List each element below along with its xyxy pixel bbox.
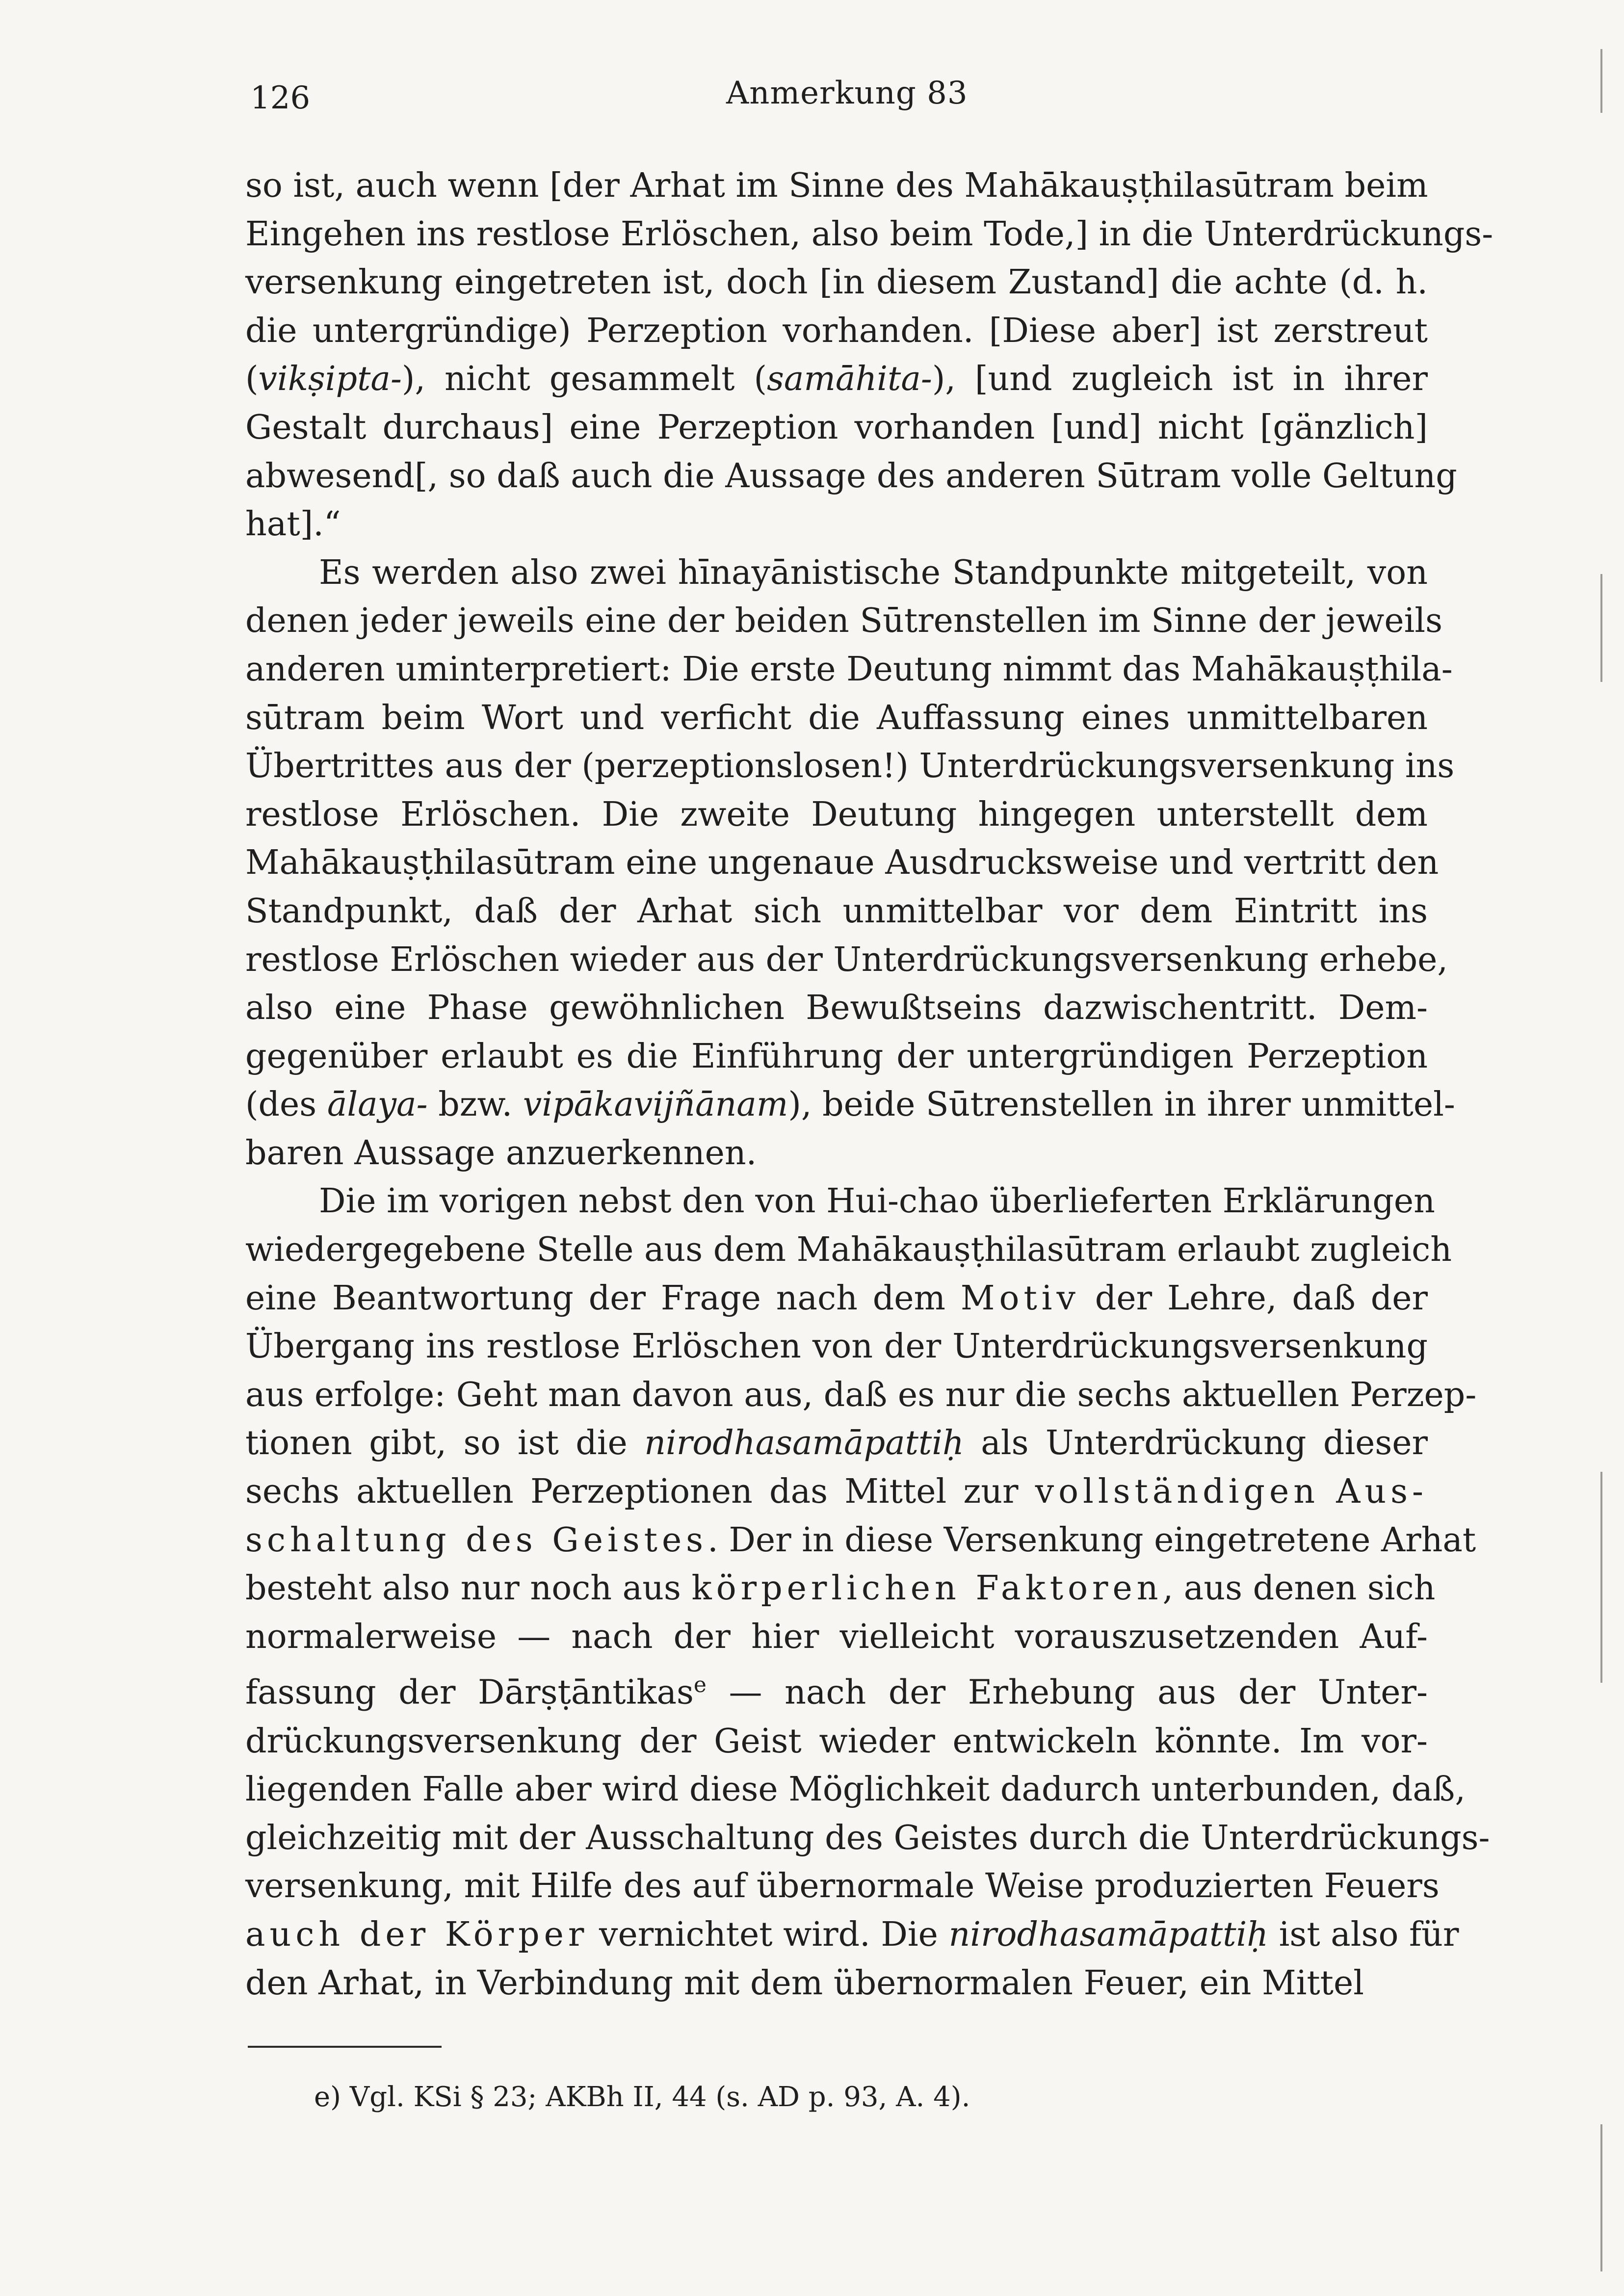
- text-line: [245, 839, 1439, 887]
- text-run: Mahākauṣṭhilasūtram eine ungenaue Ausdrucksweise und vertritt den: [245, 843, 1439, 883]
- body-text: [245, 162, 1493, 2008]
- text-run: ist also für: [1268, 1915, 1459, 1955]
- text-run: besteht also nur noch aus: [245, 1569, 692, 1608]
- text-run: Übergang ins restlose Erlöschen von der Unterdrückungsversenkung: [245, 1327, 1428, 1366]
- text-line: [245, 646, 1453, 694]
- text-line: [245, 1226, 1452, 1275]
- running-head: Anmerkung 83: [726, 75, 968, 111]
- text-line: [245, 1129, 1428, 1178]
- paragraph: [245, 1177, 1490, 2008]
- text-line: [245, 1033, 1428, 1081]
- text-line: [245, 1613, 1428, 1662]
- text-run: ), [und zugleich ist in ihrer: [932, 360, 1428, 399]
- text-run: Die im vorigen nebst den von Hui-chao überlieferten Erklärungen: [319, 1182, 1435, 1221]
- text-run: aus erfolge: Geht man davon aus, daß es nur die sechs aktuellen Perzep-: [245, 1375, 1477, 1414]
- text-run: (: [245, 360, 259, 399]
- text-run: . Der in diese Versenkung eingetretene Arhat: [707, 1520, 1476, 1560]
- text-run: denen jeder jeweils eine der beiden Sūtrenstellen im Sinne der jeweils: [245, 601, 1442, 641]
- text-line: [245, 210, 1493, 259]
- text-run: tionen gibt, so ist die: [245, 1424, 645, 1463]
- text-line: [245, 355, 1428, 404]
- text-line: [245, 307, 1428, 356]
- text-run: baren Aussage anzuerkennen.: [245, 1133, 757, 1173]
- text-run: nirodhasamāpattiḥ: [644, 1424, 964, 1463]
- text-run: also eine Phase gewöhnlichen Bewußtseins dazwischentritt. Dem-: [245, 989, 1428, 1028]
- text-run: die untergründige) Perzeption vorhanden. [Diese aber] ist zerstreut: [245, 311, 1428, 350]
- text-line: [245, 1275, 1428, 1323]
- text-run: drückungsversenkung der Geist wieder entwickeln könnte. Im vor-: [245, 1722, 1428, 1761]
- text-run: vollständigen: [1035, 1472, 1320, 1512]
- text-run: abwesend[, so daß auch die Aussage des anderen Sūtram volle Geltung: [245, 456, 1457, 496]
- scan-edge-mark: [1600, 2124, 1602, 2271]
- text-line: [245, 936, 1448, 985]
- text-run: (des: [245, 1085, 327, 1124]
- text-run: auch der Körper: [245, 1915, 589, 1955]
- text-line: [245, 452, 1457, 501]
- text-run: restlose Erlöschen wieder aus der Unterdrückungsversenkung erhebe,: [245, 940, 1448, 979]
- text-run: gleichzeitig mit der Ausschaltung des Geistes durch die Unterdrückungs-: [245, 1818, 1490, 1857]
- text-run: ālaya-: [327, 1085, 428, 1124]
- text-run: versenkung, mit Hilfe des auf übernormale Weise produzierten Feuers: [245, 1867, 1440, 1906]
- text-run: schaltung des Geistes: [245, 1520, 708, 1560]
- text-run: nirodhasamāpattiḥ: [948, 1915, 1269, 1955]
- text-run: [1319, 1472, 1336, 1511]
- text-run: vikṣipta-: [258, 360, 402, 399]
- text-run: der Lehre, daß der: [1079, 1278, 1428, 1318]
- text-run: ), nicht gesammelt (: [401, 360, 767, 399]
- scan-edge-mark: [1600, 1472, 1602, 1683]
- text-run: so ist, auch wenn [der Arhat im Sinne des Mahākauṣṭhilasūtram beim: [245, 166, 1428, 205]
- text-run: restlose Erlöschen. Die zweite Deutung hingegen unterstellt dem: [245, 795, 1428, 834]
- text-line: [245, 404, 1428, 452]
- text-line: [245, 1081, 1455, 1129]
- text-line: [245, 1862, 1440, 1911]
- text-line: [245, 1371, 1477, 1420]
- text-line: [245, 1323, 1428, 1371]
- text-line: [245, 500, 1428, 549]
- text-run: hat].“: [245, 505, 341, 544]
- text-line: [245, 694, 1428, 743]
- text-line: [245, 887, 1428, 936]
- text-run: gegenüber erlaubt es die Einführung der untergründigen Perzeption: [245, 1037, 1428, 1076]
- text-run: den Arhat, in Verbindung mit dem übernormalen Feuer, ein Mittel: [245, 1963, 1364, 2003]
- text-run: samāhita-: [767, 360, 932, 399]
- text-run: fassung der Dārṣṭāntikas: [245, 1673, 694, 1713]
- text-line: [245, 597, 1442, 646]
- scan-edge-mark: [1600, 49, 1602, 113]
- text-run: als Unterdrückung dieser: [964, 1424, 1428, 1463]
- text-line: [245, 1959, 1428, 2008]
- text-run: anderen uminterpretiert: Die erste Deutung nimmt das Mahākauṣṭhila-: [245, 650, 1453, 689]
- text-run: Standpunkt, daß der Arhat sich unmittelbar vor dem Eintritt ins: [245, 891, 1428, 931]
- scan-edge-mark: [1600, 574, 1602, 682]
- footnote: e) Vgl. KSi § 23; AKBh II, 44 (s. AD p. 93, A. 4).: [314, 2081, 970, 2113]
- text-line: [245, 791, 1428, 839]
- text-line: [245, 1468, 1428, 1516]
- text-line: [245, 1718, 1428, 1766]
- text-line: [245, 1516, 1476, 1565]
- text-line: [245, 162, 1428, 210]
- text-line: [245, 1814, 1490, 1863]
- text-run: körperlichen Faktoren: [691, 1569, 1163, 1608]
- text-run: sechs aktuellen Perzeptionen das Mittel zur: [245, 1472, 1035, 1512]
- text-run: ), beide Sūtrenstellen in ihrer unmittel-: [788, 1085, 1455, 1124]
- text-line: [245, 549, 1428, 598]
- text-run: bzw.: [427, 1085, 523, 1124]
- text-line: [245, 1419, 1428, 1468]
- text-line: [245, 1911, 1459, 1959]
- text-run: eine Beantwortung der Frage nach dem: [245, 1278, 961, 1318]
- text-line: [245, 1766, 1466, 1814]
- text-run: , aus denen sich: [1162, 1569, 1436, 1608]
- text-line: [245, 1565, 1436, 1613]
- text-run: Es werden also zwei hīnayānistische Standpunkte mitgeteilt, von: [319, 553, 1428, 592]
- text-line: [245, 984, 1428, 1033]
- paragraph: [245, 162, 1493, 549]
- text-run: wiedergegebene Stelle aus dem Mahākauṣṭhilasūtram erlaubt zugleich: [245, 1230, 1452, 1270]
- text-run: versenkung eingetreten ist, doch [in diesem Zustand] die achte (d. h.: [245, 263, 1428, 302]
- footnote-rule: [248, 2046, 442, 2048]
- text-run: Aus-: [1336, 1472, 1428, 1512]
- text-run: sūtram beim Wort und verficht die Auffassung eines unmittelbaren: [245, 698, 1428, 737]
- paragraph: [245, 549, 1455, 1178]
- text-line: [245, 1661, 1428, 1717]
- text-run: e: [693, 1672, 707, 1698]
- text-run: Übertrittes aus der (perzeptionslosen!) Unterdrückungsversenkung ins: [245, 747, 1455, 786]
- text-line: [245, 259, 1428, 307]
- text-line: [245, 742, 1455, 791]
- page-number: 126: [250, 80, 311, 116]
- text-run: vipākavijñānam: [523, 1085, 788, 1124]
- text-run: — nach der Erhebung aus der Unter-: [706, 1673, 1428, 1713]
- text-run: normalerweise — nach der hier vielleicht vorauszusetzenden Auf-: [245, 1617, 1428, 1656]
- text-run: Gestalt durchaus] eine Perzeption vorhanden [und] nicht [gänzlich]: [245, 408, 1428, 447]
- text-run: liegenden Falle aber wird diese Möglichkeit dadurch unterbunden, daß,: [245, 1770, 1466, 1809]
- text-run: vernichtet wird. Die: [588, 1915, 949, 1955]
- text-run: Eingehen ins restlose Erlöschen, also beim Tode,] in die Unterdrückungs-: [245, 214, 1493, 254]
- text-run: Motiv: [960, 1278, 1080, 1318]
- text-line: [245, 1177, 1435, 1226]
